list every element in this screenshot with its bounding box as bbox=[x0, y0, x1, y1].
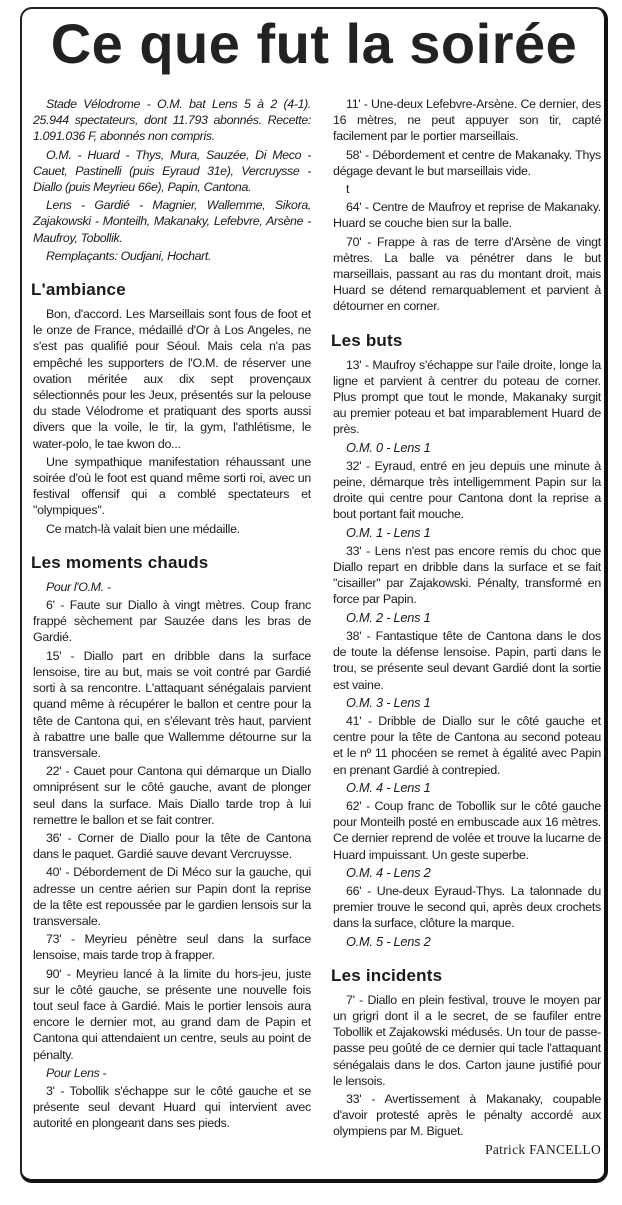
section-heading-incidents: Les incidents bbox=[331, 965, 443, 985]
match-summary bbox=[33, 96, 311, 264]
section-heading-buts: Les buts bbox=[331, 330, 403, 350]
author-byline: Patrick FANCELLO bbox=[485, 1141, 601, 1157]
incident-item: 33' - Avertissement à Makanaky, coupable d'avoir protesté après le pénalty accordé aux olympiens par M. Biguet. bbox=[333, 1091, 601, 1139]
section-moments-chauds-continued bbox=[333, 96, 601, 315]
moment-item: 22' - Cauet pour Cantona qui démarque un Diallo omniprésent sur le côté gauche, avant de plonger seul dans la surface. Mais Diallo tarde trop à lui remettre le ballon et se fait contrer. bbox=[33, 764, 311, 827]
moment-item: 90' - Meyrieu lancé à la limite du hors-jeu, juste sur le côté gauche, se présente une nouvelle fois tout seul face à Gardié. Mais le portier lensois aura encore le dernier mot, au grand dam de Papin et Cantona qui attendaient un centre, seuls au point de pénalty. bbox=[33, 966, 311, 1062]
om-lineup: O.M. - Huard - Thys, Mura, Sauzée, Di Meco - Cauet, Pastinelli (puis Eyraud 31e), Vercruysse - Diallo (puis Meyrieu 66e), Papin, Cantona. bbox=[33, 147, 311, 195]
score-line: O.M. 1 - Lens 1 bbox=[346, 524, 431, 540]
team-label-om: Pour l'O.M. - bbox=[46, 579, 111, 594]
section-heading-ambiance: L'ambiance bbox=[31, 280, 126, 300]
section-moments-chauds bbox=[33, 553, 311, 1132]
section-incidents bbox=[333, 966, 601, 1158]
section-buts bbox=[333, 331, 601, 950]
goal-item: 41' - Dribble de Diallo sur le côté gauche et centre pour la tête de Cantona au second poteau et le nº 11 phocéen se remet à égalité avec Papin en prenant Gardié à contrepied. bbox=[333, 713, 601, 777]
score-line: O.M. 3 - Lens 1 bbox=[346, 694, 431, 710]
moment-item: 58' - Débordement et centre de Makanaky. Thys dégage devant le but marseillais vide. bbox=[333, 147, 601, 178]
moment-item: 3' - Tobollik s'échappe sur le côté gauche et se présente seul devant Huard qui intervient avec autorité en plongeant dans ses pieds. bbox=[33, 1083, 311, 1131]
section-ambiance bbox=[33, 280, 311, 537]
goal-item: 38' - Fantastique tête de Cantona dans le dos de toute la défense lensoise. Papin, parti dans le trou, se présente seul devant Gardié dont la sortie est vaine. bbox=[333, 628, 601, 692]
section-heading-moments: Les moments chauds bbox=[31, 552, 209, 572]
moment-item: 73' - Meyrieu pénètre seul dans la surface lensoise, mais tarde trop à frapper. bbox=[33, 932, 311, 963]
stray-character: t bbox=[346, 182, 350, 197]
score-line: O.M. 2 - Lens 1 bbox=[346, 609, 431, 625]
team-label-lens: Pour Lens - bbox=[46, 1065, 107, 1080]
score-line: O.M. 5 - Lens 2 bbox=[346, 933, 431, 949]
right-column bbox=[333, 96, 601, 1158]
moment-item: 11' - Une-deux Lefebvre-Arsène. Ce dernier, des 16 mètres, ne peut appuyer son tir, capté facilement par le portier marseillais. bbox=[333, 97, 601, 144]
score-line: O.M. 4 - Lens 2 bbox=[346, 864, 431, 880]
moment-item: 15' - Diallo part en dribble dans la surface lensoise, tire au but, mais se voit contré par Gardié sorti à sa rencontre. L'attaquant sénégalais parvient quand même à récupérer le ballon et centre pour la tête de Cantona qui, en s'élevant très haut, parvient à rabattre une balle que Wallemme détourne sur la transversale. bbox=[33, 648, 311, 760]
moment-item: 64' - Centre de Maufroy et reprise de Makanaky. Huard se couche bien sur la balle. bbox=[333, 200, 601, 231]
moment-item: 40' - Débordement de Di Méco sur la gauche, qui adresse un centre aérien sur Papin dont la reprise de la tête est repoussée par le gardien lensois sur la transversale. bbox=[33, 865, 311, 928]
paragraph: Une sympathique manifestation réhaussant une soirée d'où le foot est quand même sorti roi, avec un festival offensif qui a comblé spectateurs et "olympiques". bbox=[33, 454, 311, 518]
goal-item: 62' - Coup franc de Tobollik sur le côté gauche pour Monteilh posté en embuscade aux 16 mètres. Ce dernier reprend de volée et trouve la lucarne de Huard impuissant. Un geste superbe. bbox=[333, 798, 601, 862]
goal-item: 32' - Eyraud, entré en jeu depuis une minute à peine, démarque très intelligemment Papin sur la droite qui centre pour Cantona dont la reprise a bout portant fait mouche. bbox=[333, 458, 601, 522]
article-title: Ce que fut la soirée bbox=[50, 12, 578, 75]
paragraph: Bon, d'accord. Les Marseillais sont fous de foot et le onze de France, médaillé d'Or à Los Angeles, ne s'est pas qualifié pour Séoul. Mais cela n'a pas empêché les supporters de l'O.M. de réserver une ovation méritée aux dix sept provençaux sélectionnés pour les Jeux, présentés sur la pelouse du stade Vélodrome et pratiquant des sports aussi divers que la voile, le tir, la gym, l'athlétisme, le water-polo, le tae kwon do... bbox=[33, 307, 311, 451]
substitutes: Remplaçants: Oudjani, Hochart. bbox=[46, 248, 212, 263]
goal-item: 66' - Une-deux Eyraud-Thys. La talonnade du premier trouve le second qui, après deux crochets dans la surface, clôture la marque. bbox=[333, 883, 601, 931]
match-result: Stade Vélodrome - O.M. bat Lens 5 à 2 (4-1). 25.944 spectateurs, dont 11.793 abonnés. Recette: 1.091.036 F, abonnés non compris. bbox=[33, 97, 311, 144]
lens-lineup: Lens - Gardié - Magnier, Wallemme, Sikora, Zajakowski - Monteilh, Makanaky, Lefebvre, Arsène - Maufroy, Tobollik. bbox=[33, 198, 311, 245]
goal-item: 33' - Lens n'est pas encore remis du choc que Diallo repart en dribble dans la surface et se fait "cisailler" par Zajakowski. Pénalty, transformé en force par Papin. bbox=[333, 543, 601, 607]
moment-item: 36' - Corner de Diallo pour la tête de Cantona dans le paquet. Gardié sauve devant Vercruysse. bbox=[33, 830, 311, 862]
moment-item: 6' - Faute sur Diallo à vingt mètres. Coup franc frappé sèchement par Sauzée dans les bras de Gardié. bbox=[33, 598, 311, 645]
incident-item: 7' - Diallo en plein festival, trouve le moyen par un grigri dont il a le secret, de se faufiler entre Tobollik et Zajakowski médusés. Un tour de passe-passe peu goûté de ce dernier qui tacle l'attaquant sénégalais dans le dos. Carton jaune justifié pour le lensois. bbox=[333, 992, 601, 1088]
score-line: O.M. 0 - Lens 1 bbox=[346, 439, 431, 455]
left-column bbox=[33, 96, 311, 1134]
paragraph: Ce match-là valait bien une médaille. bbox=[46, 521, 240, 536]
goal-item: 13' - Maufroy s'échappe sur l'aile droite, longe la ligne et parvient à centrer du poteau de corner. Plus prompt que tout le monde, Makanaky surgit au premier poteau et bat imparablement Huard de près. bbox=[333, 357, 601, 437]
moment-item: 70' - Frappe à ras de terre d'Arsène de vingt mètres. La balle va pénétrer dans le but marseillais, passant au ras du montant droit, mais Huard se détend remarquablement et parvient à détourner en corner. bbox=[333, 234, 601, 314]
score-line: O.M. 4 - Lens 1 bbox=[346, 779, 431, 795]
